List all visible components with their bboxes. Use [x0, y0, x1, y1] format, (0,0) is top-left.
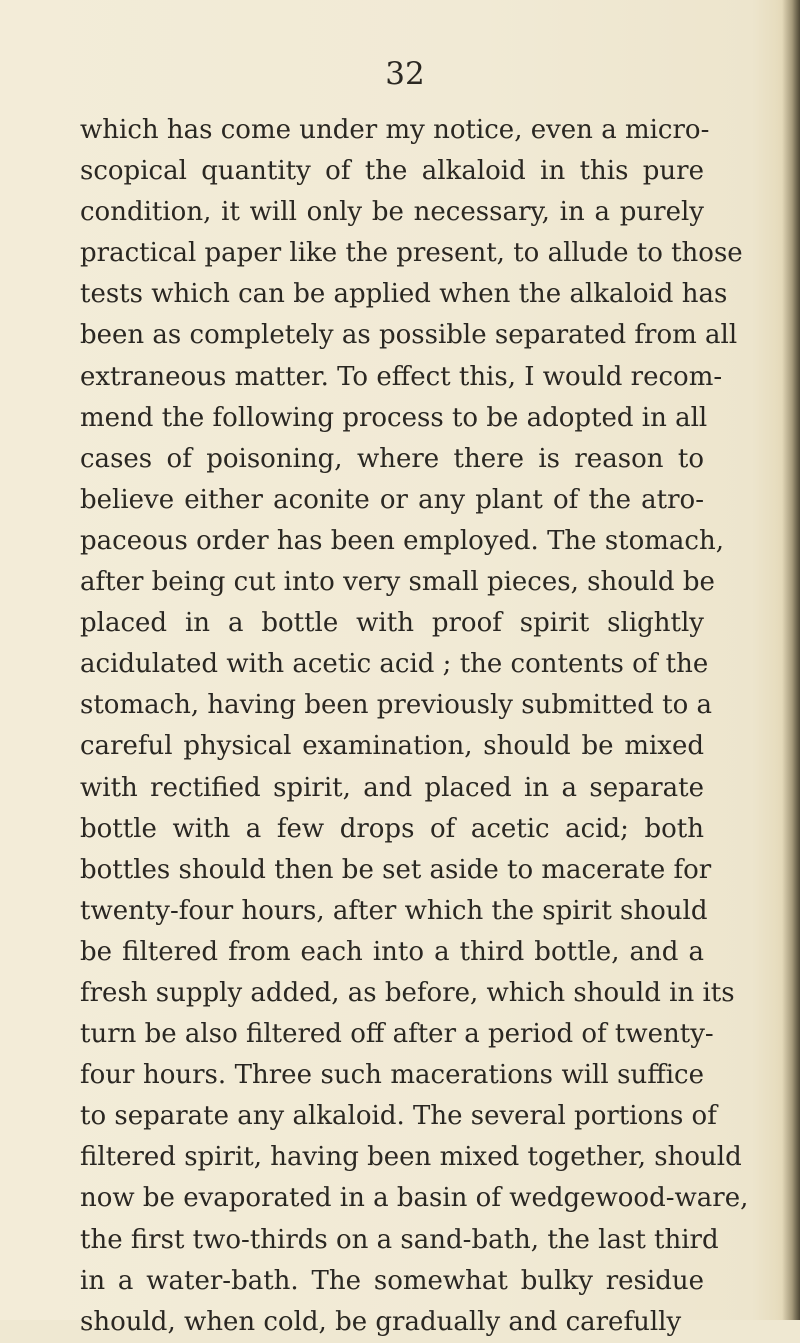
text-line: to separate any alkaloid. The several portions of — [80, 1101, 717, 1132]
page-number: 32 — [385, 56, 425, 92]
text-line: cases of poisoning, where there is reason to — [80, 443, 704, 474]
text-line: in a water-bath. The somewhat bulky residue — [80, 1265, 704, 1296]
text-line: scopical quantity of the alkaloid in this pure — [80, 156, 704, 187]
text-line: fresh supply added, as before, which should in its — [80, 977, 735, 1008]
text-line: four hours. Three such macerations will suffice — [80, 1060, 704, 1091]
text-line: tests which can be applied when the alkaloid has — [80, 279, 728, 310]
text-line: filtered spirit, having been mixed together, should — [80, 1142, 742, 1173]
text-line: placed in a bottle with proof spirit slightly — [80, 608, 704, 639]
body-paragraph — [80, 110, 749, 1343]
text-line: be filtered from each into a third bottle, and a — [80, 936, 704, 967]
text-line: after being cut into very small pieces, should be — [80, 567, 715, 598]
text-line: twenty-four hours, after which the spirit should — [80, 895, 708, 926]
text-line: bottle with a few drops of acetic acid; both — [80, 813, 704, 844]
text-line: paceous order has been employed. The stomach, — [80, 525, 724, 556]
text-line: turn be also filtered off after a period of twenty- — [80, 1019, 714, 1050]
text-line: which has come under my notice, even a micro- — [80, 115, 710, 145]
text-line: been as completely as possible separated from all — [80, 320, 738, 351]
text-line: now be evaporated in a basin of wedgewood-ware, — [80, 1183, 749, 1214]
page-edge-shadow — [782, 0, 800, 1320]
text-line: careful physical examination, should be mixed — [80, 731, 704, 762]
text-line: with rectified spirit, and placed in a separate — [80, 772, 704, 803]
text-line: practical paper like the present, to allude to those — [80, 238, 743, 269]
text-line: extraneous matter. To effect this, I would recom- — [80, 361, 723, 392]
text-line: stomach, having been previously submitted to a — [80, 690, 712, 721]
text-line: condition, it will only be necessary, in a purely — [80, 197, 704, 228]
text-line: the first two-thirds on a sand-bath, the last third — [80, 1224, 719, 1255]
text-line: mend the following process to be adopted in all — [80, 402, 708, 433]
text-line: should, when cold, be gradually and carefully — [80, 1306, 682, 1337]
text-line: acidulated with acetic acid ; the contents of the — [80, 649, 709, 680]
text-line: believe either aconite or any plant of the atro- — [80, 484, 704, 515]
text-line: bottles should then be set aside to macerate for — [80, 854, 712, 885]
